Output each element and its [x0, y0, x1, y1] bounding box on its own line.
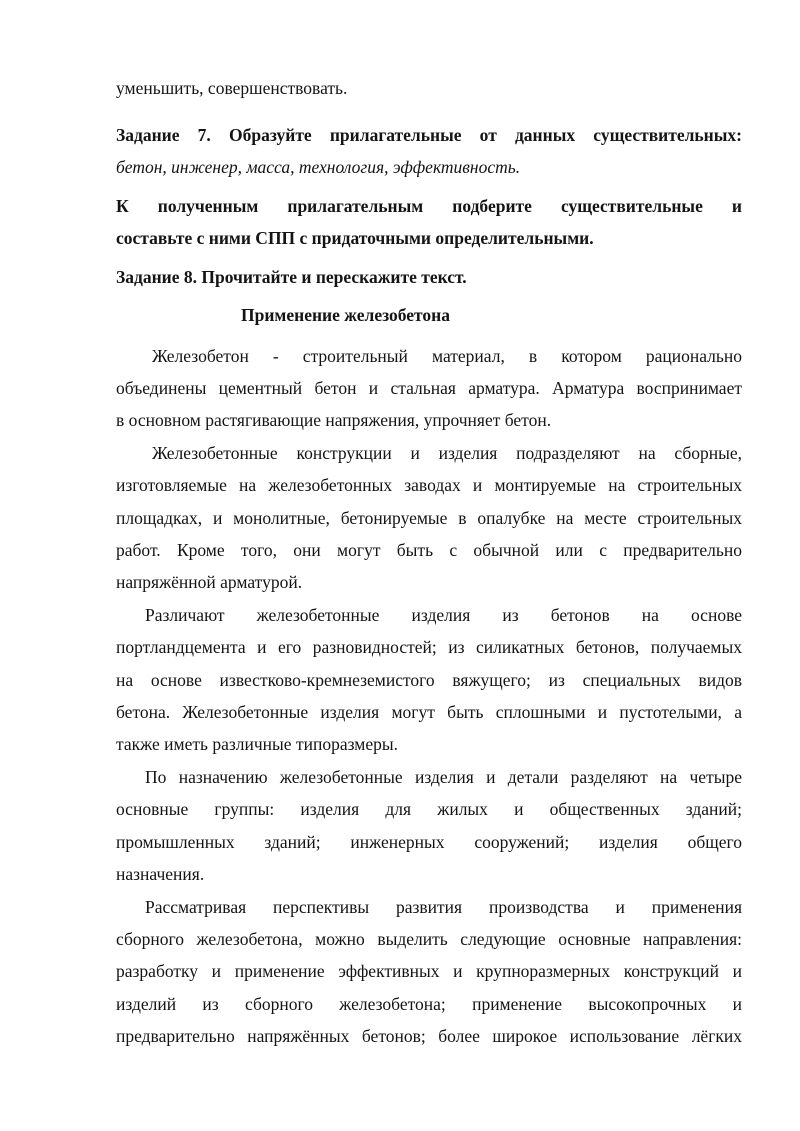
paragraph-line: объединены цементный бетон и стальная арматура. Арматура воспринимает [116, 378, 742, 398]
paragraph-line: Железобетон - строительный материал, в котором рационально [152, 346, 742, 366]
paragraph-line: основные группы: изделия для жилых и общественных зданий; [116, 799, 742, 819]
task-7-heading: Задание 7. Образуйте прилагательные от данных существительных: [116, 125, 742, 145]
paragraph-line: портландцемента и его разновидностей; из силикатных бетонов, получаемых [116, 637, 742, 657]
task-7-nouns: бетон, инженер, масса, технология, эффективность. [116, 157, 521, 177]
paragraph-line: Различают железобетонные изделия из бетонов на основе [145, 605, 742, 625]
paragraph-line: площадках, и монолитные, бетонируемые в опалубке на месте строительных [116, 508, 742, 528]
paragraph-line: назначения. [116, 864, 205, 884]
paragraph-line: изделий из сборного железобетона; применение высокопрочных и [116, 994, 742, 1014]
task-8-heading: Задание 8. Прочитайте и перескажите текст. [116, 267, 467, 287]
paragraph-line: Железобетонные конструкции и изделия подразделяют на сборные, [152, 443, 742, 463]
paragraph-line: промышленных зданий; инженерных сооружений; изделия общего [116, 832, 742, 852]
paragraph-line: напряжённой арматурой. [116, 572, 303, 592]
paragraph-line: бетона. Железобетонные изделия могут быть сплошными и пустотелыми, а [116, 702, 742, 722]
paragraph-line: изготовляемые на железобетонных заводах и монтируемые на строительных [116, 475, 742, 495]
paragraph-line: в основном растягивающие напряжения, упрочняет бетон. [116, 410, 552, 430]
task-7-instruction-cont: составьте с ними СПП с придаточными определительными. [116, 228, 594, 248]
text-line: уменьшить, совершенствовать. [116, 78, 348, 98]
paragraph-line: также иметь различные типоразмеры. [116, 734, 398, 754]
paragraph-line: сборного железобетона, можно выделить следующие основные направления: [116, 929, 742, 949]
paragraph-line: на основе известково-кремнеземистого вяжущего; из специальных видов [116, 670, 742, 690]
paragraph-line: предварительно напряжённых бетонов; более широкое использование лёгких [116, 1026, 742, 1046]
task-7-instruction: К полученным прилагательным подберите существительные и [116, 196, 742, 216]
paragraph-line: разработку и применение эффективных и крупноразмерных конструкций и [116, 961, 742, 981]
paragraph-line: По назначению железобетонные изделия и детали разделяют на четыре [145, 767, 742, 787]
paragraph-line: Рассматривая перспективы развития производства и применения [145, 897, 742, 917]
text-title: Применение железобетона [241, 305, 451, 325]
paragraph-line: работ. Кроме того, они могут быть с обычной или с предварительно [116, 540, 742, 560]
